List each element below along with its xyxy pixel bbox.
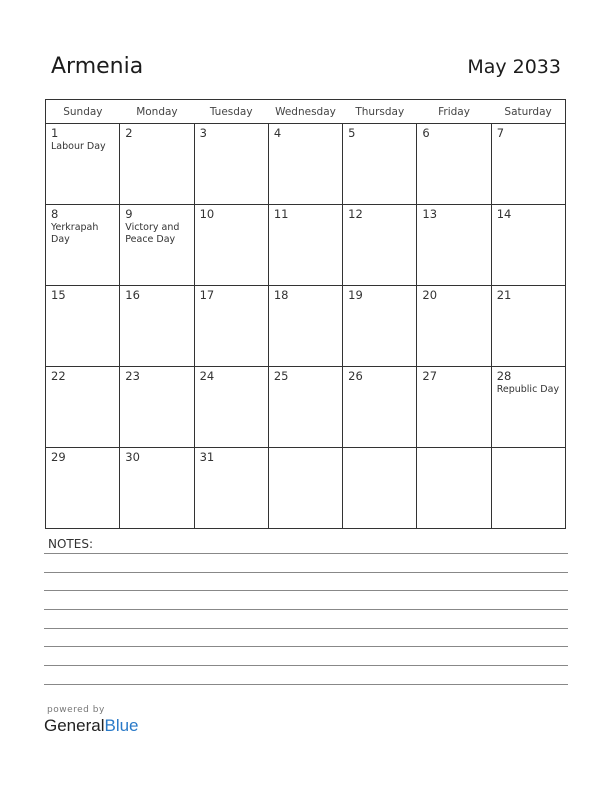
- day-cell: [268, 286, 342, 367]
- weekday-header: Thursday: [343, 100, 417, 124]
- weekday-header: Friday: [417, 100, 491, 124]
- logo-blue-text: Blue: [104, 716, 139, 735]
- country-title: Armenia: [51, 54, 144, 79]
- calendar-grid: [45, 99, 566, 529]
- day-number: 3: [199, 126, 207, 140]
- day-cell: [491, 367, 565, 448]
- day-number: 10: [199, 207, 215, 221]
- day-cell: [46, 124, 120, 205]
- day-number: 25: [273, 369, 289, 383]
- calendar-week-row: [46, 286, 566, 367]
- day-cell: [417, 205, 491, 286]
- note-line: [44, 628, 568, 629]
- day-number: 8: [51, 207, 59, 221]
- day-cell: [491, 205, 565, 286]
- day-number: 4: [273, 126, 282, 140]
- day-cell: [268, 448, 342, 529]
- note-line: [44, 553, 568, 554]
- day-cell: [120, 367, 194, 448]
- day-cell: [46, 286, 120, 367]
- day-number: 7: [496, 126, 505, 140]
- calendar-week-row: [46, 367, 566, 448]
- note-line: [44, 572, 568, 573]
- day-number: 21: [496, 288, 512, 302]
- day-cell: [120, 286, 194, 367]
- day-number: 22: [51, 369, 66, 383]
- day-number: 6: [422, 126, 430, 140]
- weekday-header: Monday: [120, 100, 194, 124]
- month-year-title: May 2033: [467, 56, 561, 78]
- logo-general-text: General: [44, 716, 105, 735]
- day-cell: [194, 448, 268, 529]
- day-cell: [46, 205, 120, 286]
- day-cell: [194, 286, 268, 367]
- day-cell: [194, 124, 268, 205]
- weekday-header: Wednesday: [268, 100, 342, 124]
- day-cell: [417, 286, 491, 367]
- calendar-week-row: [46, 448, 566, 529]
- calendar-week-row: [46, 205, 566, 286]
- weekday-header: Tuesday: [194, 100, 268, 124]
- day-number: 29: [51, 450, 66, 464]
- day-number: 11: [273, 207, 289, 221]
- day-number: 26: [348, 369, 363, 383]
- day-cell: [268, 124, 342, 205]
- day-cell: [343, 367, 417, 448]
- powered-by-text: powered by: [47, 705, 105, 715]
- day-cell: [491, 286, 565, 367]
- day-number: 20: [422, 288, 438, 302]
- note-line: [44, 590, 568, 591]
- day-cell: [268, 205, 342, 286]
- day-cell: [343, 124, 417, 205]
- note-line: [44, 646, 568, 647]
- holiday-label: Victory and Peace Day: [125, 222, 180, 245]
- day-cell: [343, 286, 417, 367]
- day-number: 30: [125, 450, 140, 464]
- day-cell: [491, 448, 565, 529]
- day-number: 28: [496, 369, 512, 383]
- day-number: 18: [273, 288, 289, 302]
- day-cell: [268, 367, 342, 448]
- weekday-header: Sunday: [46, 100, 120, 124]
- day-cell: [343, 448, 417, 529]
- day-cell: [120, 205, 194, 286]
- day-number: 12: [348, 207, 363, 221]
- holiday-label: Republic Day: [496, 384, 560, 395]
- day-cell: [194, 367, 268, 448]
- calendar-week-row: [46, 124, 566, 205]
- day-number: 19: [348, 288, 363, 302]
- weekday-header: Saturday: [491, 100, 565, 124]
- day-number: 2: [125, 126, 133, 140]
- day-cell: [343, 205, 417, 286]
- holiday-label: Labour Day: [51, 141, 106, 152]
- notes-label: NOTES:: [48, 537, 93, 551]
- day-cell: [120, 124, 194, 205]
- day-number: 17: [199, 288, 215, 302]
- weekday-header-row: [46, 100, 566, 124]
- day-cell: [194, 205, 268, 286]
- day-cell: [417, 448, 491, 529]
- day-cell: [46, 448, 120, 529]
- note-line: [44, 684, 568, 685]
- day-number: 5: [348, 126, 356, 140]
- day-cell: [491, 124, 565, 205]
- holiday-label: Yerkrapah Day: [51, 222, 99, 245]
- day-number: 31: [199, 450, 215, 464]
- day-number: 9: [125, 207, 133, 221]
- day-number: 1: [51, 126, 59, 140]
- day-cell: [417, 124, 491, 205]
- day-number: 16: [125, 288, 140, 302]
- day-number: 24: [199, 369, 215, 383]
- day-cell: [120, 448, 194, 529]
- day-number: 13: [422, 207, 438, 221]
- day-number: 15: [51, 288, 66, 302]
- generalblue-logo[interactable]: [44, 716, 139, 736]
- note-line: [44, 609, 568, 610]
- day-number: 14: [496, 207, 512, 221]
- note-line: [44, 665, 568, 666]
- day-cell: [417, 367, 491, 448]
- day-number: 23: [125, 369, 140, 383]
- day-number: 27: [422, 369, 438, 383]
- day-cell: [46, 367, 120, 448]
